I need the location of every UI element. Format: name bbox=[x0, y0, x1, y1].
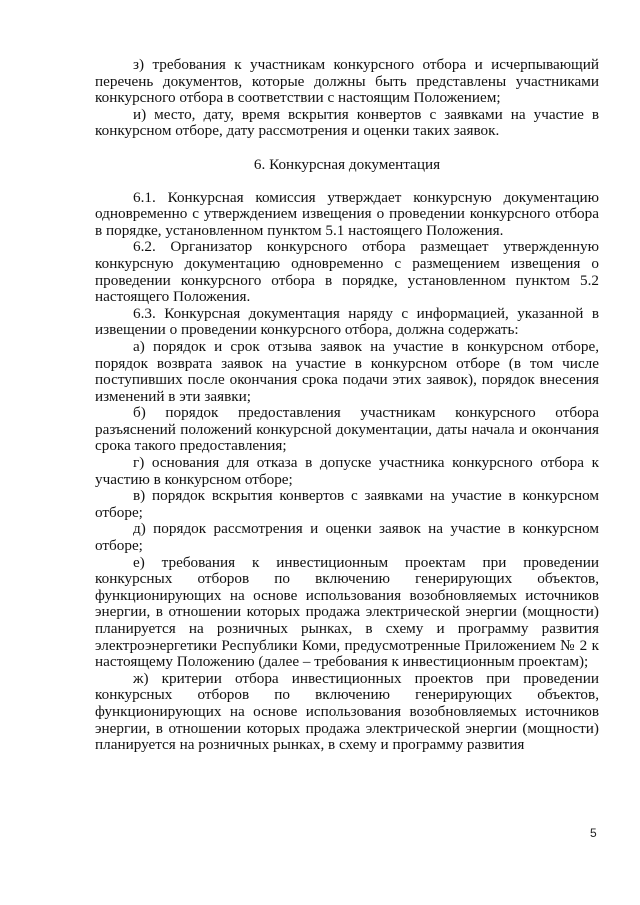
page-number: 5 bbox=[590, 826, 597, 840]
paragraph-v: в) порядок вскрытия конвертов с заявками на участие в конкурсном отборе; bbox=[95, 487, 599, 521]
document-page bbox=[95, 57, 599, 754]
paragraph-d: д) порядок рассмотрения и оценки заявок на участие в конкурсном отборе; bbox=[95, 520, 599, 555]
paragraph-6-3: 6.3. Конкурсная документация наряду с информацией, указанной в извещении о проведении конкурсного отбора, должна содержать: bbox=[95, 304, 599, 339]
paragraph-a: а) порядок и срок отзыва заявок на участие в конкурсном отборе, порядок возврата заявок на участие в конкурсном отборе (в том числе поступивших после окончания срока подачи этих заявок), порядок внесения изменений в эти заявки; bbox=[95, 337, 599, 405]
paragraph-6-2: 6.2. Организатор конкурсного отбора размещает утвержденную конкурсную документацию одновременно с размещением извещения о проведении конкурсного отбора в порядке, установленном пунктом 5.2 настоящего Положения. bbox=[95, 238, 599, 306]
paragraph-zh: ж) критерии отбора инвестиционных проектов при проведении конкурсных отборов по включению генерирующих объектов, функционирующих на основе использования возобновляемых источников энергии, в отношении которых продажа электрической энергии (мощности) планируется на розничных рынках, в схему и программу развития bbox=[95, 669, 599, 754]
paragraph-z: з) требования к участникам конкурсного отбора и исчерпывающий перечень документов, которые должны быть представлены участниками конкурсного отбора в соответствии с настоящим Положением; bbox=[95, 56, 599, 107]
paragraph-b: б) порядок предоставления участникам конкурсного отбора разъяснений положений конкурсной документации, даты начала и окончания срока такого предоставления; bbox=[95, 404, 599, 455]
paragraph-6-1: 6.1. Конкурсная комиссия утверждает конкурсную документацию одновременно с утверждением извещения о проведении конкурсного отбора в порядке, установленном пунктом 5.1 настоящего Положения. bbox=[95, 188, 599, 239]
section-heading: 6. Конкурсная документация bbox=[253, 155, 441, 173]
paragraph-g: г) основания для отказа в допуске участника конкурсного отбора к участию в конкурсном отборе; bbox=[95, 454, 599, 488]
paragraph-e: е) требования к инвестиционным проектам при проведении конкурсных отборов по включению генерирующих объектов, функционирующих на основе использования возобновляемых источников энергии, в отношении которых продажа электрической энергии (мощности) планируется на розничных рынках, в схему и программу развития электроэнергетики Республики Коми, предусмотренные Приложением № 2 к настоящему Положению (далее – требования к инвестиционным проектам); bbox=[95, 553, 599, 671]
paragraph-i: и) место, дату, время вскрытия конвертов с заявками на участие в конкурсном отборе, дату рассмотрения и оценки таких заявок. bbox=[95, 105, 599, 140]
